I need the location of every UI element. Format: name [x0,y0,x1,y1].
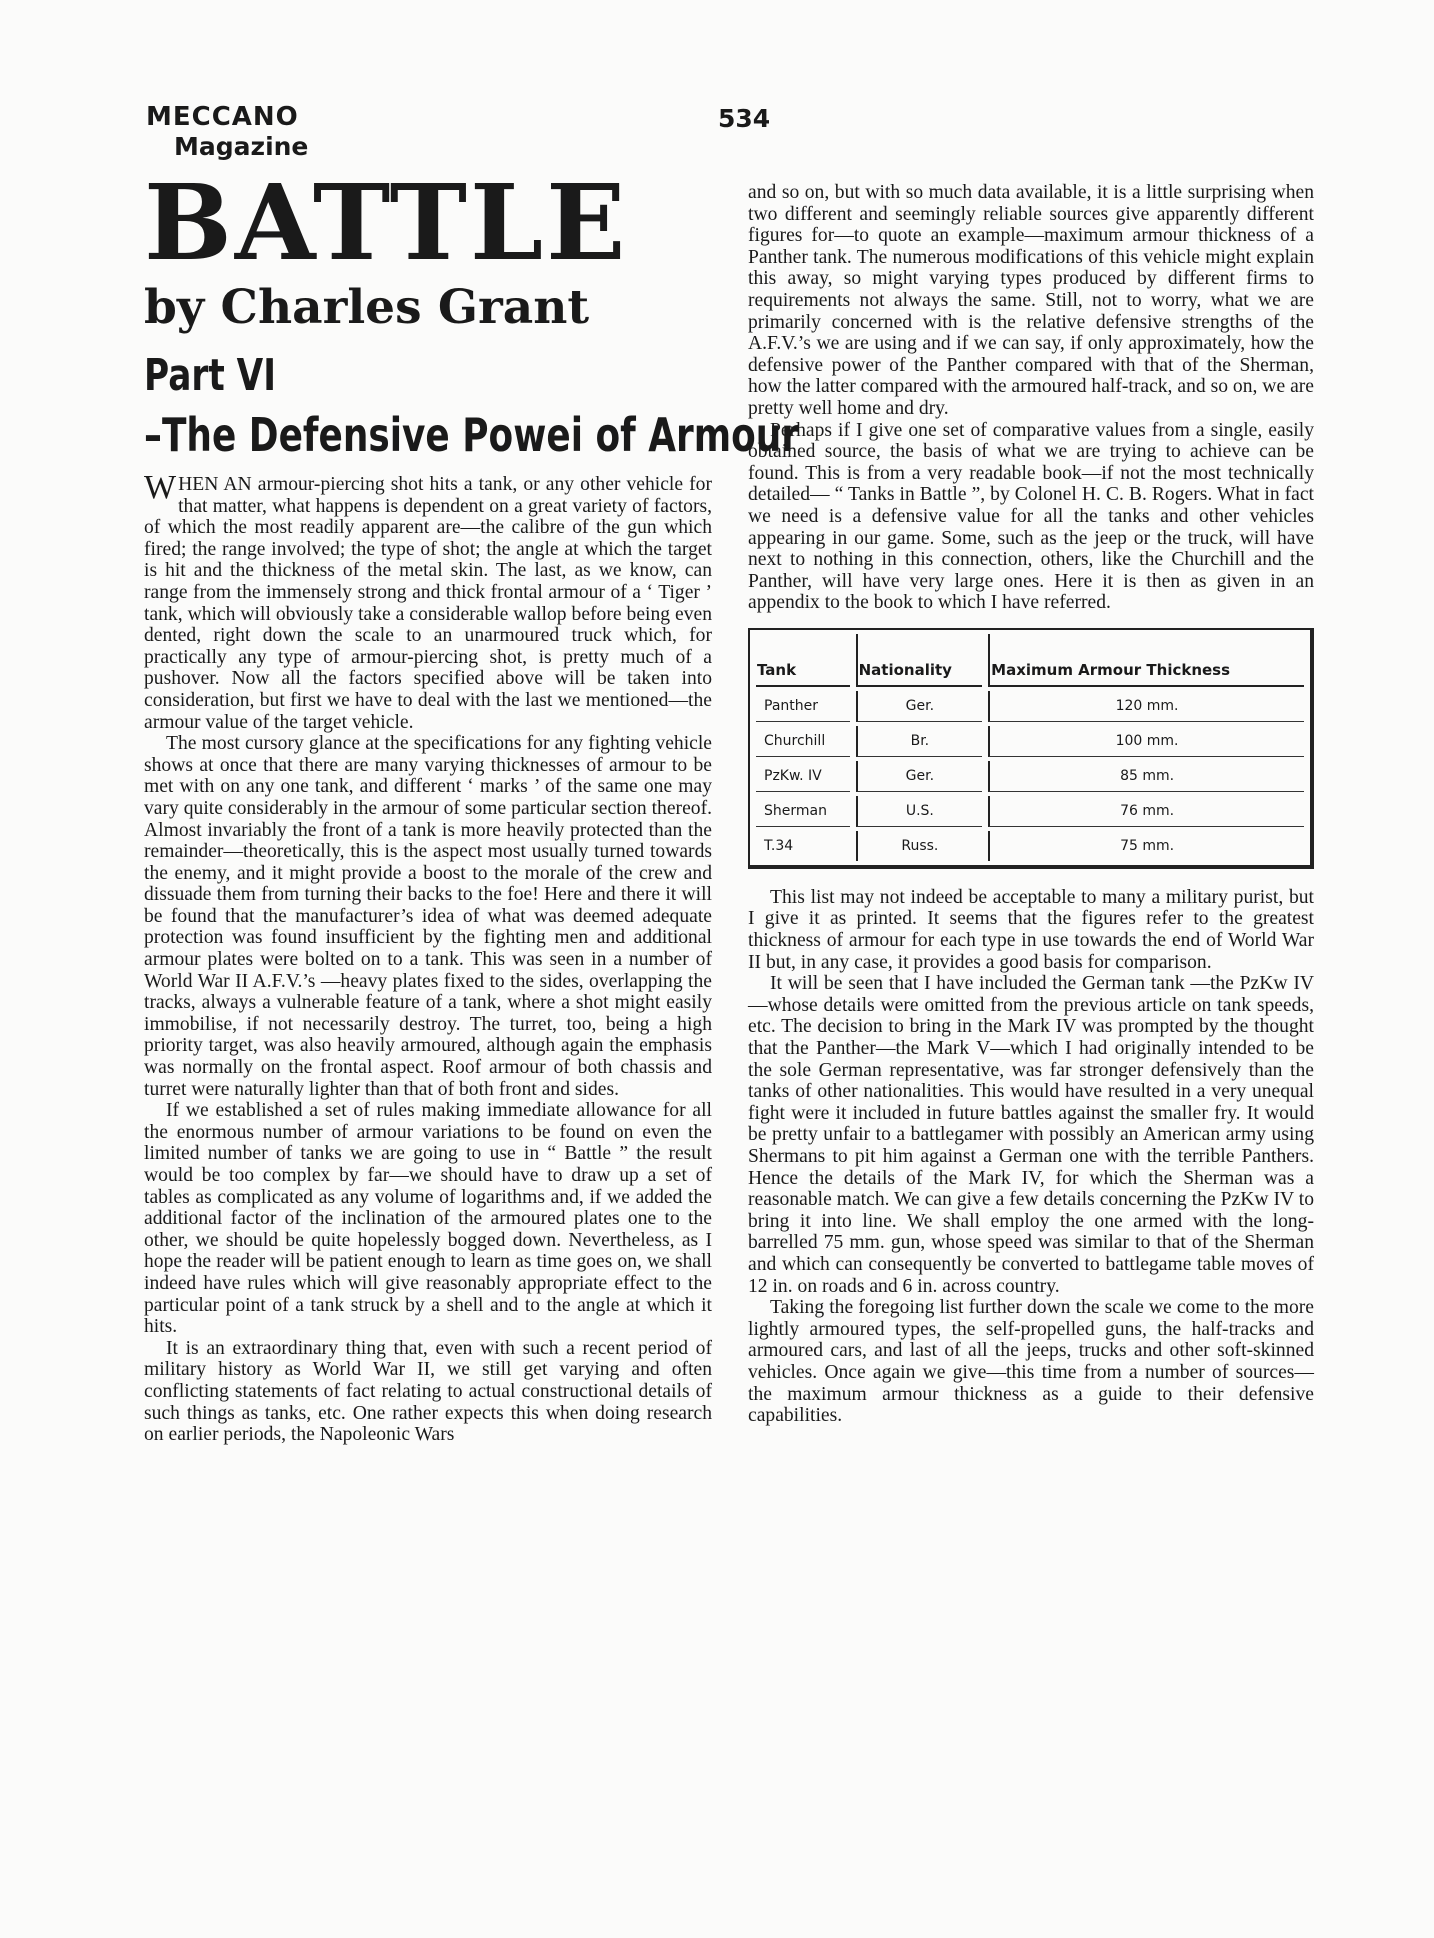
table-row [756,831,1304,861]
table-cell: 75 mm. [988,831,1304,861]
table-cell: 76 mm. [988,796,1304,827]
page-number: 534 [718,104,771,133]
article-subtitle: –The Defensive Powei of Armour [144,408,799,462]
article-part: Part VI [144,350,277,401]
right-column [748,182,1314,1427]
table-cell: 85 mm. [988,761,1304,792]
body-paragraph: It will be seen that I have included the German tank —the PzKw IV—whose details were omitted from the previous article on tank speeds, etc. The decision to bring in the Mark IV was prompted by the thought that the Panther—the Mark V—which I had originally intended to be the sole German representative, was far stronger defensively than the tanks of other nationalities. This would have resulted in a very unequal fight were it included in future battles against the smaller fry. It would be pretty unfair to a battlegamer with possibly an American army using Shermans to pit him against a German one with the terrible Panthers. Hence the details of the Mark IV, for which the Sherman was a reasonable match. We can give a few details concerning the PzKw IV to bring it into line. We shall employ the one armed with the long-barrelled 75 mm. gun, whose speed was similar to that of the Sherman and which can consequently be converted to battlegame table moves of 12 in. on roads and 6 in. across country. [748,973,1314,1297]
table-cell: 120 mm. [988,691,1304,722]
table-header-tank: Tank [756,634,850,687]
body-paragraph: and so on, but with so much data available, it is a little surprising when two different and seemingly reliable sources give apparently different figures for—to quote an example—maximum armour thickness of a Panther tank. The numerous modifications of this vehicle might explain this away, so might varying types produced by different firms to requirements not always the same. Still, not to worry, what we are primarily concerned with is the relative defensive strengths of the A.F.V.’s we are using and if we can say, if only approximately, how the defensive power of the Panther compared with that of the Sherman, how the latter compared with the armoured half-track, and so on, we are pretty well home and dry. [748,182,1314,419]
magazine-name-line1: MECCANO [146,102,299,132]
table-cell: Russ. [856,831,983,861]
article-title: BATTLE [144,161,629,284]
table-row [756,761,1304,792]
magazine-name-line2: Magazine [174,132,309,161]
masthead [146,102,308,162]
table-cell: T.34 [764,838,794,855]
table-cell: U.S. [856,796,983,827]
table-cell: Churchill [756,726,850,757]
table-cell: 100 mm. [988,726,1304,757]
body-paragraph: The most cursory glance at the specifications for any fighting vehicle shows at once that there are many varying thicknesses of armour to be met with on any one tank, and different ‘ marks ’ of the same one may vary quite considerably in the armour of some particular section thereof. Almost invariably the front of a tank is more heavily protected than the remainder—theoretically, this is the aspect most usually turned towards the enemy, and it might provide a boost to the morale of the crew and dissuade them from turning their backs to the foe! Here and there it will be found that the manufacturer’s idea of what was deemed adequate protection was found insufficient by the fighting men and additional armour plates were bolted on to a tank. This was seen in a number of World War II A.F.V.’s —heavy plates fixed to the sides, overlapping the tracks, always a vulnerable feature of a tank, where a shot might easily immobilise, if not necessarily destroy. The turret, too, being a high priority target, was also heavily armoured, although again the emphasis was normally on the frontal aspect. Roof armour of both chassis and turret were naturally lighter than that of both front and sides. [144,733,712,1100]
table-header-row [756,634,1304,687]
body-paragraph: If we established a set of rules making immediate allowance for all the enormous number of armour variations to be found on even the limited number of tanks we are going to use in “ Battle ” the result would be too complex by far—we should have to draw up a set of tables as complicated as any volume of logarithms and, if we added the additional factor of the inclination of the armoured plates one to the other, we should be quite hopelessly bogged down. Nevertheless, as I hope the reader will be patient enough to learn as time goes on, we shall indeed have rules which will give reasonably appropriate effect to the particular point of a tank struck by a shell and to the angle at which it hits. [144,1100,712,1338]
armour-table [748,628,1314,869]
table-cell: Sherman [756,796,850,827]
table-cell: PzKw. IV [756,761,850,792]
article-byline: by Charles Grant [144,280,590,335]
body-paragraph: Taking the foregoing list further down the scale we come to the more lightly armoured types, the self-propelled guns, the half-tracks and armoured cars, and last of all the jeeps, trucks and other soft-skinned vehicles. Once again we give—this time from a number of sources—the maximum armour thickness as a guide to their defensive capabilities. [748,1297,1314,1427]
table-cell: Br. [856,726,983,757]
table-row [756,796,1304,827]
table-row [756,726,1304,757]
drop-cap: W [144,469,177,506]
body-paragraph: It is an extraordinary thing that, even with such a recent period of military history as World War II, we still get varying and often conflicting statements of fact relating to actual constructional details of such things as tanks, etc. One rather expects this when doing research on earlier periods, the Napoleonic Wars [144,1337,712,1446]
table-header-nationality: Nationality [856,634,983,687]
table-cell: Panther [756,691,850,722]
table-header-armour: Maximum Armour Thickness [988,634,1304,687]
left-column [144,469,712,1446]
body-paragraph: This list may not indeed be acceptable to many a military purist, but I give it as printed. It seems that the figures refer to the greatest thickness of armour for each type in use towards the end of World War II but, in any case, it provides a good basis for comparison. [748,886,1314,973]
body-paragraph: WHEN AN armour-piercing shot hits a tank, or any other vehicle for that matter, what happens is dependent on a great variety of factors, of which the most readily apparent are—the calibre of the gun which fired; the range involved; the type of shot; the angle at which the target is hit and the thickness of the metal skin. The last, as we know, can range from the immensely strong and thick frontal armour of a ‘ Tiger ’ tank, which will obviously take a considerable wallop before being even dented, right down the scale to an unarmoured truck which, for practically any type of armour-piercing shot, is pretty much of a pushover. Now all the factors specified above will be taken into consideration, but first we have to deal with the last we mentioned—the armour value of the target vehicle. [144,469,712,733]
table-row [756,691,1304,722]
table-cell: Ger. [856,691,983,722]
body-paragraph: Perhaps if I give one set of comparative values from a single, easily obtained source, the basis of what we are trying to achieve can be found. This is from a very readable book—if not the most technically detailed— “ Tanks in Battle ”, by Colonel H. C. B. Rogers. What in fact we need is a defensive value for all the tanks and other vehicles appearing in our game. Some, such as the jeep or the truck, will have next to nothing in this connection, others, like the Churchill and the Panther, will have very large ones. Here it is then as given in an appendix to the book to which I have referred. [748,419,1314,614]
table-cell: Ger. [856,761,983,792]
